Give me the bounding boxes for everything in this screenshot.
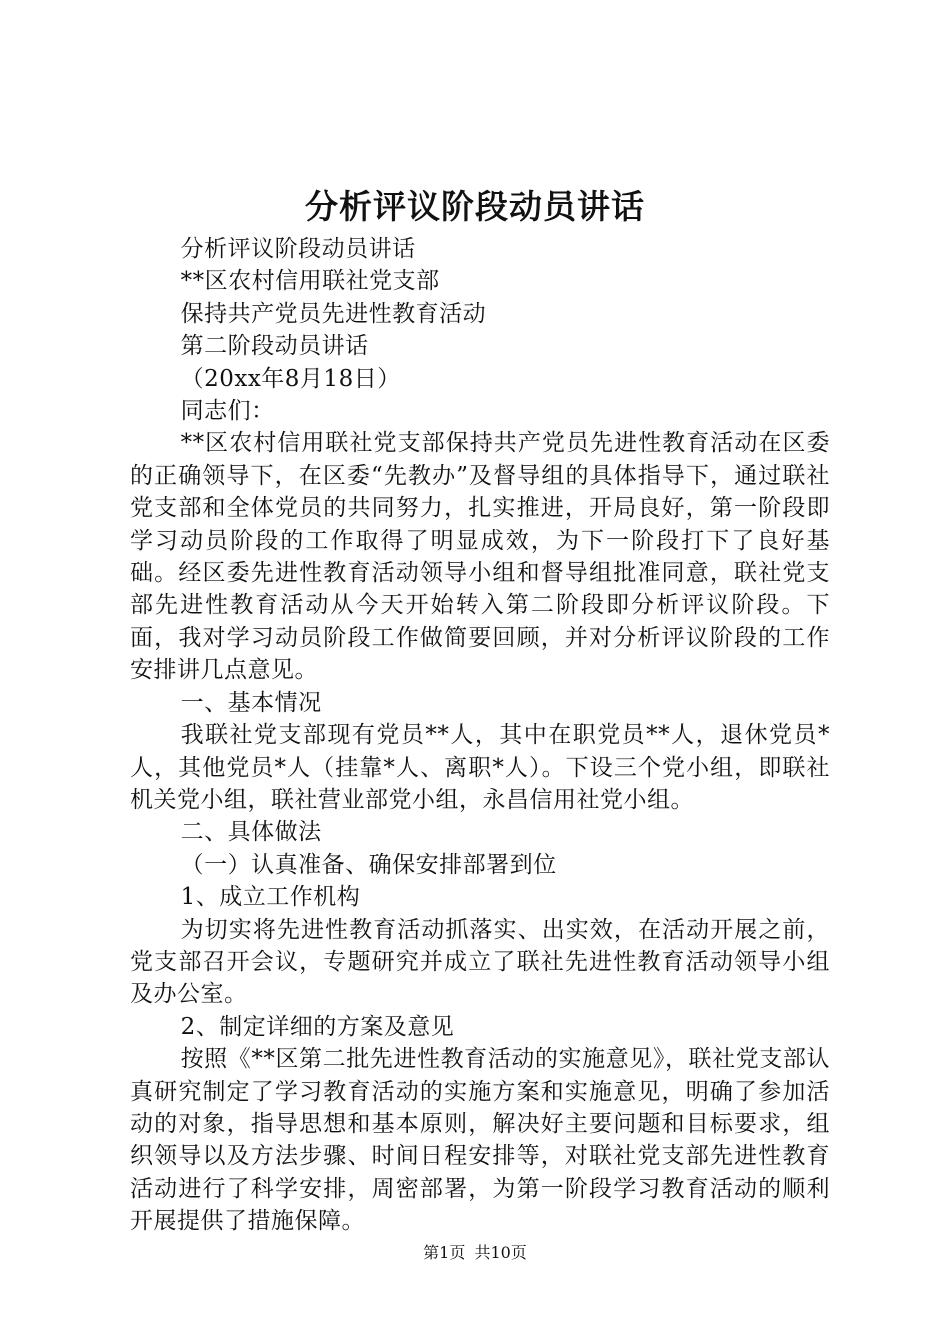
paragraph: （20xx年8月18日）: [180, 365, 401, 392]
section-heading: 一、基本情况: [180, 689, 322, 716]
paragraph: 分析评议阶段动员讲话: [180, 236, 416, 262]
paragraph: 第二阶段动员讲话: [180, 333, 369, 360]
subsection-heading: 1、成立工作机构: [180, 884, 361, 911]
page-number: 第1页: [423, 1243, 466, 1262]
paragraph: 为切实将先进性教育活动抓落实、出实效，在活动开展之前，党支部召开会议，专题研究并成立了联社先进性教育活动领导小组及办公室。: [130, 916, 830, 1008]
page-total: 共10页: [474, 1243, 527, 1262]
paragraph: **区农村信用联社党支部保持共产党员先进性教育活动在区委的正确领导下，在区委“先教办”及督导组的具体指导下，通过联社党支部和全体党员的共同努力，扎实推进，开局良好，第一阶段即学习动员阶段的工作取得了明显成效，为下一阶段打下了良好基础。经区委先进性教育活动领导小组和督导组批准同意，联社党支部先进性教育活动从今天开始转入第二阶段即分析评议阶段。下面，我对学习动员阶段工作做简要回顾，并对分析评议阶段的工作安排讲几点意见。: [130, 430, 830, 684]
document-title: 分析评议阶段动员讲话: [305, 187, 645, 226]
subsection-heading: 2、制定详细的方案及意见: [180, 1013, 455, 1040]
section-heading: 二、具体做法: [180, 819, 322, 846]
paragraph: 我联社党支部现有党员**人，其中在职党员**人，退休党员*人，其他党员*人（挂靠*人、离职*人）。下设三个党小组，即联社机关党小组，联社营业部党小组，永昌信用社党小组。: [130, 722, 830, 813]
subsection-heading: （一）认真准备、确保安排部署到位: [180, 851, 557, 878]
page-footer: [0, 1241, 950, 1265]
paragraph: 按照《**区第二批先进性教育活动的实施意见》，联社党支部认真研究制定了学习教育活动的实施方案和实施意见，明确了参加活动的对象，指导思想和基本原则，解决好主要问题和目标要求，组织领导以及方法步骤、时间日程安排等，对联社党支部先进性教育活动进行了科学安排，周密部署，为第一阶段学习教育活动的顺利开展提供了措施保障。: [130, 1046, 830, 1235]
document-body: [130, 233, 830, 1238]
paragraph: **区农村信用联社党支部: [180, 268, 440, 295]
paragraph: 同志们：: [180, 398, 275, 425]
paragraph: 保持共产党员先进性教育活动: [180, 300, 487, 327]
